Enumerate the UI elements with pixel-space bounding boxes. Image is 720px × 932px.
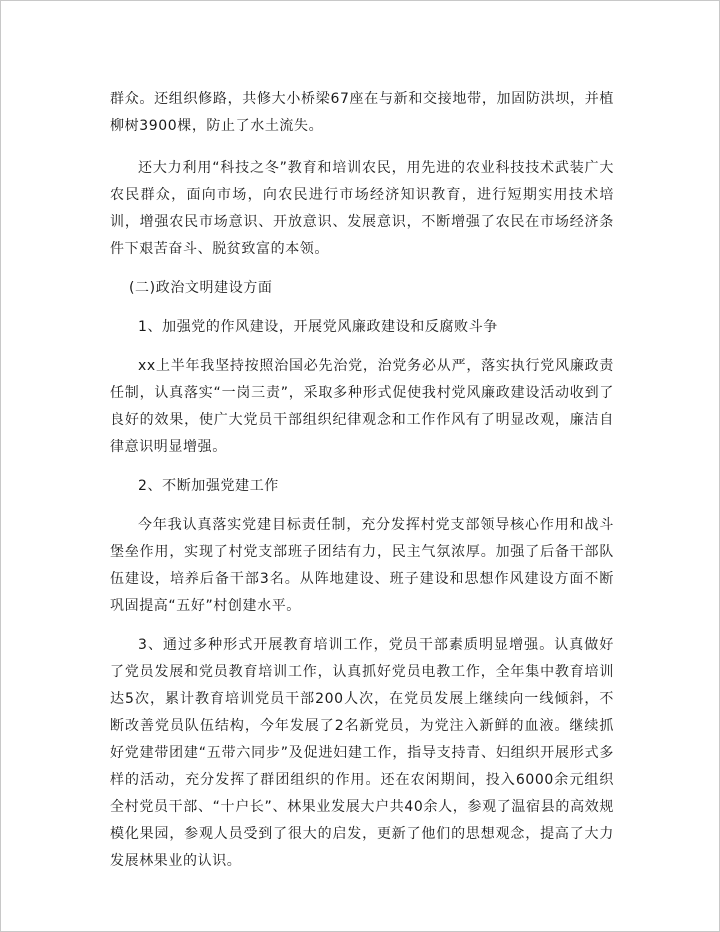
paragraph-anti-corruption: xx上半年我坚持按照治国必先治党，治党务必从严，落实执行党风廉政责任制，认真落实“一岗三责”，采取多种形式促使我村党风廉政建设活动收到了良好的效果，使广大党员干部组织纪律观念和工作作风有了明显改观，廉洁自律意识明显增强。 — [110, 358, 614, 455]
document-body — [110, 86, 614, 875]
paragraph-party-building: 今年我认真落实党建目标责任制，充分发挥村党支部领导核心作用和战斗堡垒作用，实现了村党支部班子团结有力，民主气氛浓厚。加强了后备干部队伍建设，培养后备干部3名。从阵地建设、班子建设和思想作风建设方面不断巩固提高“五好”村创建水平。 — [110, 517, 614, 614]
paragraph-education-training: 3、通过多种形式开展教育培训工作，党员干部素质明显增强。认真做好了党员发展和党员教育培训工作，认真抓好党员电教工作，全年集中教育培训达5次，累计教育培训党员干部200人次，在党员发展上继续向一线倾斜，不断改善党员队伍结构，今年发展了2名新党员，为党注入新鲜的血液。继续抓好党建带团建“五带六同步”及促进妇建工作，指导支持青、妇组织开展形式多样的活动，充分发挥了群团组织的作用。还在农闲期间，投入6000余元组织全村党员干部、“十户长”、林果业发展大户共40余人，参观了温宿县的高效规模化果园，参观人员受到了很大的启发，更新了他们的思想观念，提高了大力发展林果业的认识。 — [110, 637, 614, 869]
section-heading-political: (二)政治文明建设方面 — [129, 280, 273, 296]
paragraph-technology-training: 还大力利用“科技之冬”教育和培训农民，用先进的农业科技技术武装广大农民群众，面向市场，向农民进行市场经济知识教育，进行短期实用技术培训，增强农民市场意识、开放意识、发展意识，不断增强了农民在市场经济条件下艰苦奋斗、脱贫致富的本领。 — [110, 160, 614, 257]
item-heading-1: 1、加强党的作风建设，开展党风廉政建设和反腐败斗争 — [138, 319, 498, 335]
item-heading-2: 2、不断加强党建工作 — [138, 478, 279, 494]
paragraph-water-conservation: 群众。还组织修路，共修大小桥梁67座在与新和交接地带，加固防洪坝，并植柳树3900棵，防止了水土流失。 — [110, 91, 614, 134]
